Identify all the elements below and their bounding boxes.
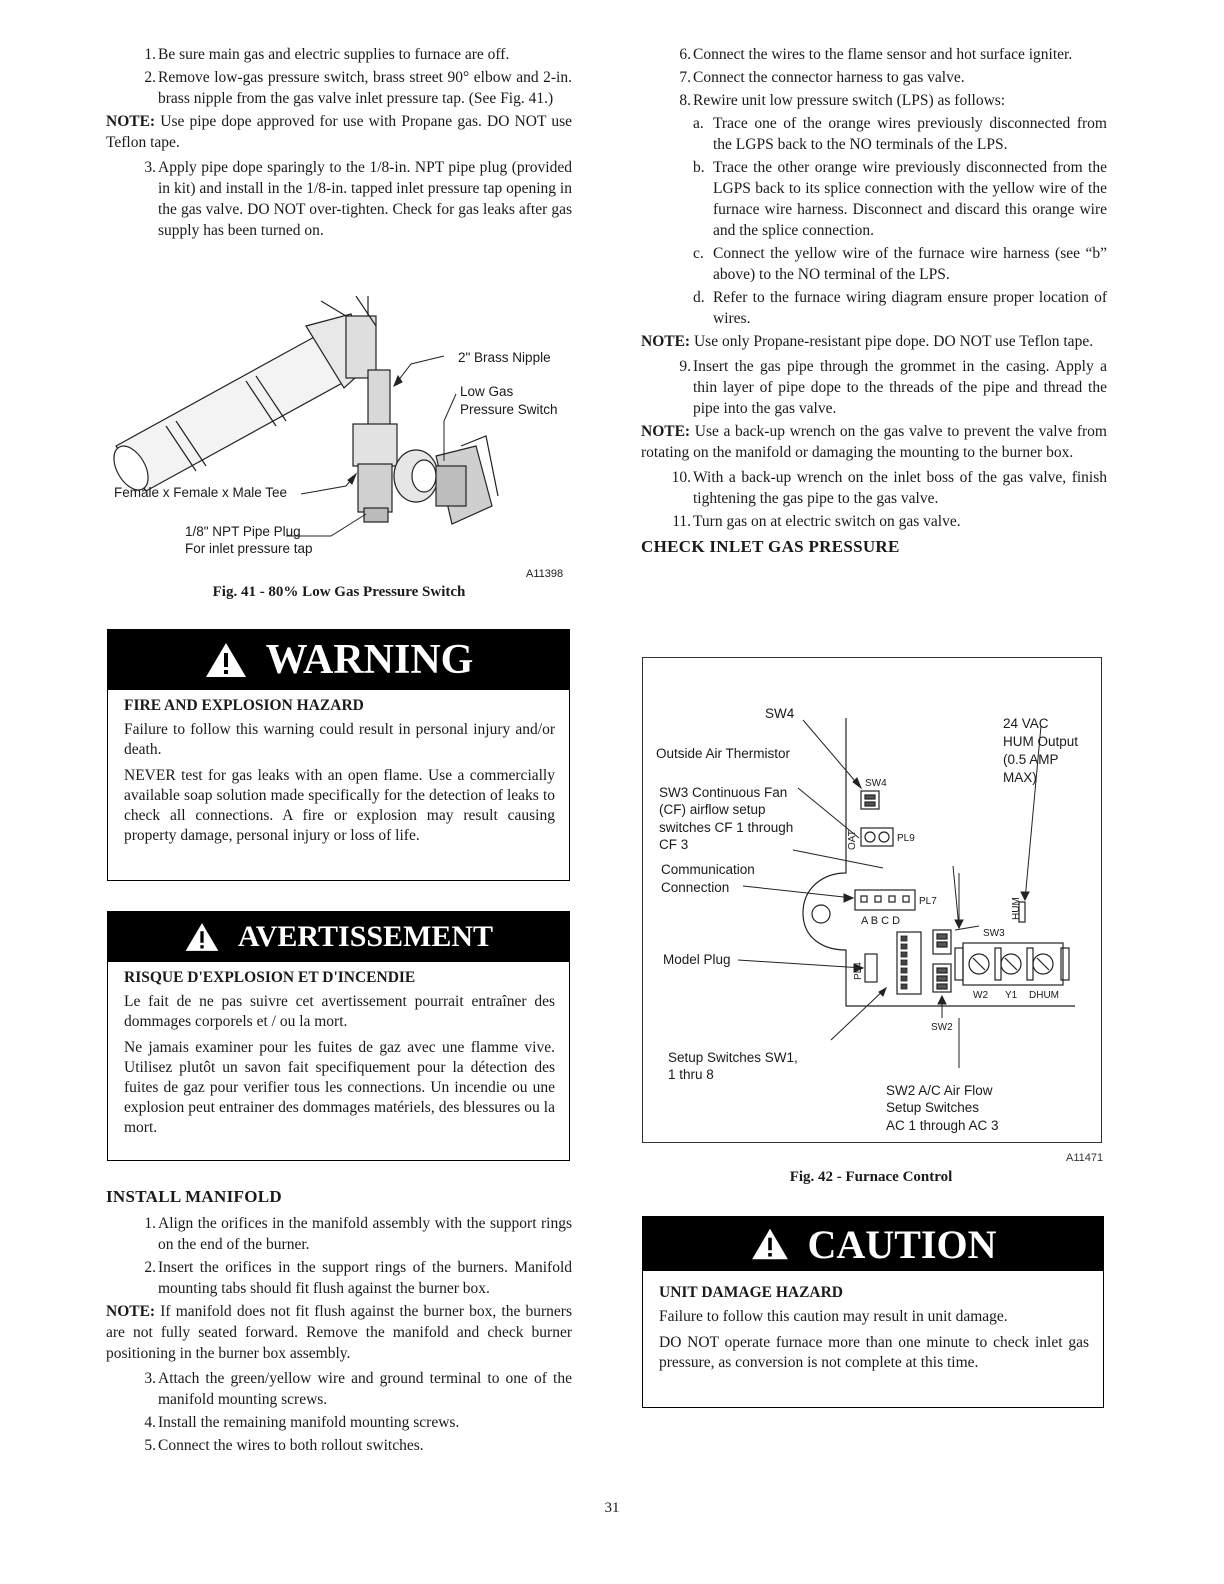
label-pl4: PL4 — [853, 962, 864, 980]
list-item — [106, 1213, 572, 1255]
label-abcd: A B C D — [861, 915, 901, 927]
substep-letter: d. — [693, 289, 705, 306]
step-number: 11. — [672, 513, 691, 530]
label-sw3: SW3 Continuous Fan — [659, 785, 788, 800]
substep-text: Refer to the furnace wiring diagram ensure proper location of wires. — [713, 289, 1107, 327]
substep-letter: b. — [693, 159, 705, 176]
step-number: 4. — [144, 1414, 156, 1431]
note-text: Use pipe dope approved for use with Propane gas. DO NOT use Teflon tape. — [106, 113, 572, 151]
label-sw2: Setup Switches — [886, 1100, 980, 1115]
step-number: 1. — [144, 1215, 156, 1232]
list-item — [641, 90, 1107, 111]
list-item — [106, 157, 572, 241]
note-label: NOTE: — [106, 1303, 156, 1320]
list-item — [641, 467, 1107, 509]
note-label: NOTE: — [641, 333, 691, 350]
label-communication: Connection — [661, 880, 730, 895]
figure-41 — [106, 296, 572, 586]
hazard-title: RISQUE D'EXPLOSION ET D'INCENDIE — [124, 969, 416, 986]
substep-text: Connect the yellow wire of the furnace wire harness (see “b” above) to the NO terminal of the LPS. — [713, 245, 1107, 283]
list-item — [106, 1435, 572, 1456]
caution-paragraph: DO NOT operate furnace more than one minute to check inlet gas pressure, as conversion is not complete at this time. — [659, 1334, 1089, 1371]
step-number: 2. — [144, 69, 156, 86]
step-number: 5. — [144, 1437, 156, 1454]
step-number: 8. — [679, 92, 691, 109]
step-text: Apply pipe dope sparingly to the 1/8-in. NPT pipe plug (provided in kit) and install in the 1/8-in. tapped inlet pressure tap opening in the gas valve. DO NOT over-tighten. Check for gas leaks after gas supply has been turned on. — [158, 159, 572, 239]
label-pl7: PL7 — [919, 896, 937, 907]
label-24vac: 24 VAC — [1003, 716, 1049, 731]
note-text: If manifold does not fit flush against the burner box, the burners are not fully seated forward. Remove the manifold and check burner positioning in the burner box assembly. — [106, 1303, 572, 1362]
substep-text: Trace one of the orange wires previously disconnected from the LGPS back to the NO terminals of the LPS. — [713, 115, 1107, 153]
warning-paragraph: NEVER test for gas leaks with an open flame. Use a commercially available soap solution made specifically for the detection of leaks to check all connections. A fire or explosion may result causing property damage, personal injury or loss of life. — [124, 767, 555, 844]
list-item — [641, 44, 1107, 65]
list-item — [641, 243, 1107, 285]
label-tee: Female x Female x Male Tee — [114, 485, 288, 500]
left-steps — [106, 44, 572, 109]
warning-header — [108, 630, 569, 690]
avertissement-box — [107, 911, 570, 1161]
label-amp: (0.5 AMP — [1003, 752, 1059, 767]
avertissement-paragraph: Ne jamais examiner pour les fuites de gaz avec une flamme vive. Utilisez plutôt un savon fait specifiquement pour la détection des fuites de gaz pour verifier tous les connections. Un incendie ou une explosion peut entrainer des dommages matériels, des blessures ou la mort. — [124, 1039, 555, 1136]
caution-title: CAUTION — [807, 1221, 997, 1267]
label-sw4: SW4 — [765, 706, 795, 721]
list-item — [106, 1257, 572, 1299]
step-text: Connect the wires to both rollout switches. — [158, 1437, 424, 1454]
list-item — [106, 1412, 572, 1433]
step-text: Align the orifices in the manifold assembly with the support rings on the end of the burner. — [158, 1215, 572, 1253]
label-pressure-switch: Pressure Switch — [460, 402, 558, 417]
label-outside-air-thermistor: Outside Air Thermistor — [656, 746, 791, 761]
label-hum: HUM — [1011, 897, 1022, 920]
substep-letter: a. — [693, 115, 704, 132]
step-text: Be sure main gas and electric supplies to furnace are off. — [158, 46, 510, 63]
caution-paragraph: Failure to follow this caution may result in unit damage. — [659, 1308, 1008, 1325]
step-text: Insert the gas pipe through the grommet in the casing. Apply a thin layer of pipe dope to the threads of the pipe and thread the pipe into the gas valve. — [693, 358, 1107, 417]
avertissement-body — [108, 962, 569, 1150]
caution-header — [643, 1217, 1103, 1271]
substep-text: Trace the other orange wire previously disconnected from the LGPS back to its splice connection with the yellow wire of the furnace wire harness. Disconnect and discard this orange wire and the splice connection. — [713, 159, 1107, 239]
step-text: Insert the orifices in the support rings of the burners. Manifold mounting tabs should fit flush against the burner box. — [158, 1259, 572, 1297]
step-number: 9. — [679, 358, 691, 375]
label-inlet-pressure-tap: For inlet pressure tap — [185, 541, 313, 556]
substep-letter: c. — [693, 245, 704, 262]
note-text: Use a back-up wrench on the gas valve to prevent the valve from rotating on the manifold or damaging the mounting to the burner box. — [641, 423, 1107, 461]
warning-title: WARNING — [265, 637, 474, 683]
note-text: Use only Propane-resistant pipe dope. DO NOT use Teflon tape. — [690, 333, 1094, 350]
furnace-control-diagram — [643, 658, 1101, 1142]
label-sw2-small: SW2 — [931, 1022, 953, 1033]
warning-body — [108, 690, 569, 858]
figure-42-caption: Fig. 42 - Furnace Control — [789, 1169, 953, 1185]
label-sw3: CF 3 — [659, 837, 689, 852]
figure-id: A11398 — [526, 568, 564, 580]
manifold-steps — [106, 1213, 572, 1299]
label-model-plug: Model Plug — [663, 952, 731, 967]
caution-box — [642, 1216, 1104, 1408]
label-setup-switches: Setup Switches SW1, — [668, 1050, 798, 1065]
list-item — [641, 511, 1107, 532]
step-number: 7. — [679, 69, 691, 86]
label-sw3-small: SW3 — [983, 928, 1005, 939]
step-number: 6. — [679, 46, 691, 63]
step-text: Connect the connector harness to gas valve. — [693, 69, 965, 86]
label-setup-switches: 1 thru 8 — [668, 1067, 714, 1082]
step-number: 1. — [144, 46, 156, 63]
label-w2: W2 — [973, 990, 988, 1001]
step-text: Install the remaining manifold mounting screws. — [158, 1414, 460, 1431]
step-text: With a back-up wrench on the inlet boss of the gas valve, finish tightening the gas pipe to the gas valve. — [693, 469, 1107, 507]
left-column-top — [106, 44, 572, 243]
label-pl9: PL9 — [897, 833, 915, 844]
step-text: Rewire unit low pressure switch (LPS) as follows: — [693, 92, 1006, 109]
manifold-steps-2 — [106, 1368, 572, 1456]
list-item — [106, 1368, 572, 1410]
label-sw2: AC 1 through AC 3 — [886, 1118, 999, 1133]
list-item — [641, 157, 1107, 241]
caution-body — [643, 1271, 1103, 1385]
avertissement-header — [108, 912, 569, 962]
avertissement-paragraph: Le fait de ne pas suivre cet avertissement pourrait entraîner des dommages corporels et / ou la mort. — [124, 993, 555, 1030]
label-brass-nipple: 2" Brass Nipple — [458, 350, 551, 365]
label-sw3: switches CF 1 through — [659, 820, 794, 835]
figure-41-caption: Fig. 41 - 80% Low Gas Pressure Switch — [212, 584, 466, 600]
hazard-title: FIRE AND EXPLOSION HAZARD — [124, 697, 364, 714]
list-item — [641, 356, 1107, 419]
list-item — [106, 67, 572, 109]
list-item — [641, 287, 1107, 329]
list-item — [641, 67, 1107, 88]
label-sw4-small: SW4 — [865, 778, 887, 789]
label-low-gas: Low Gas — [460, 384, 514, 399]
step-text: Attach the green/yellow wire and ground terminal to one of the manifold mounting screws. — [158, 1370, 572, 1408]
install-manifold-section — [106, 1186, 572, 1458]
warning-paragraph: Failure to follow this warning could result in personal injury and/or death. — [124, 721, 555, 758]
step-text: Connect the wires to the flame sensor and hot surface igniter. — [693, 46, 1073, 63]
note-label: NOTE: — [106, 113, 156, 130]
label-dhum: DHUM — [1029, 990, 1059, 1001]
left-steps-2 — [106, 157, 572, 241]
note — [641, 421, 1107, 463]
step-number: 2. — [144, 1259, 156, 1276]
label-oat: OAT — [847, 830, 858, 850]
right-column — [641, 44, 1107, 563]
warning-triangle-icon — [184, 921, 220, 953]
note-label: NOTE: — [641, 423, 691, 440]
page-number: 31 — [604, 1500, 620, 1516]
step-number: 3. — [144, 1370, 156, 1387]
label-hum-output: HUM Output — [1003, 734, 1079, 749]
step-text: Remove low-gas pressure switch, brass street 90° elbow and 2-in. brass nipple from the gas valve inlet pressure tap. (See Fig. 41.) — [158, 69, 572, 107]
warning-box — [107, 629, 570, 881]
right-substeps — [641, 113, 1107, 329]
note — [106, 111, 572, 153]
right-steps-2 — [641, 356, 1107, 419]
section-title: CHECK INLET GAS PRESSURE — [641, 537, 900, 556]
right-steps-3 — [641, 467, 1107, 532]
avertissement-title: AVERTISSEMENT — [237, 920, 494, 953]
label-communication: Communication — [661, 862, 755, 877]
step-number: 10. — [671, 469, 691, 486]
note — [106, 1301, 572, 1364]
label-sw3: (CF) airflow setup — [659, 802, 766, 817]
warning-triangle-icon — [204, 641, 248, 679]
section-title: INSTALL MANIFOLD — [106, 1187, 282, 1206]
low-gas-pressure-switch-illustration — [106, 296, 572, 586]
hazard-title: UNIT DAMAGE HAZARD — [659, 1284, 844, 1301]
step-number: 3. — [144, 159, 156, 176]
warning-triangle-icon — [750, 1227, 790, 1261]
note — [641, 331, 1107, 352]
step-text: Turn gas on at electric switch on gas valve. — [693, 513, 961, 530]
label-y1: Y1 — [1005, 990, 1018, 1001]
list-item — [641, 113, 1107, 155]
figure-42 — [642, 657, 1102, 1143]
label-pipe-plug: 1/8" NPT Pipe Plug — [185, 524, 301, 539]
figure-id: A11471 — [1066, 1152, 1104, 1164]
right-steps — [641, 44, 1107, 111]
label-sw2: SW2 A/C Air Flow — [886, 1083, 993, 1098]
list-item — [106, 44, 572, 65]
label-max: MAX) — [1003, 770, 1037, 785]
